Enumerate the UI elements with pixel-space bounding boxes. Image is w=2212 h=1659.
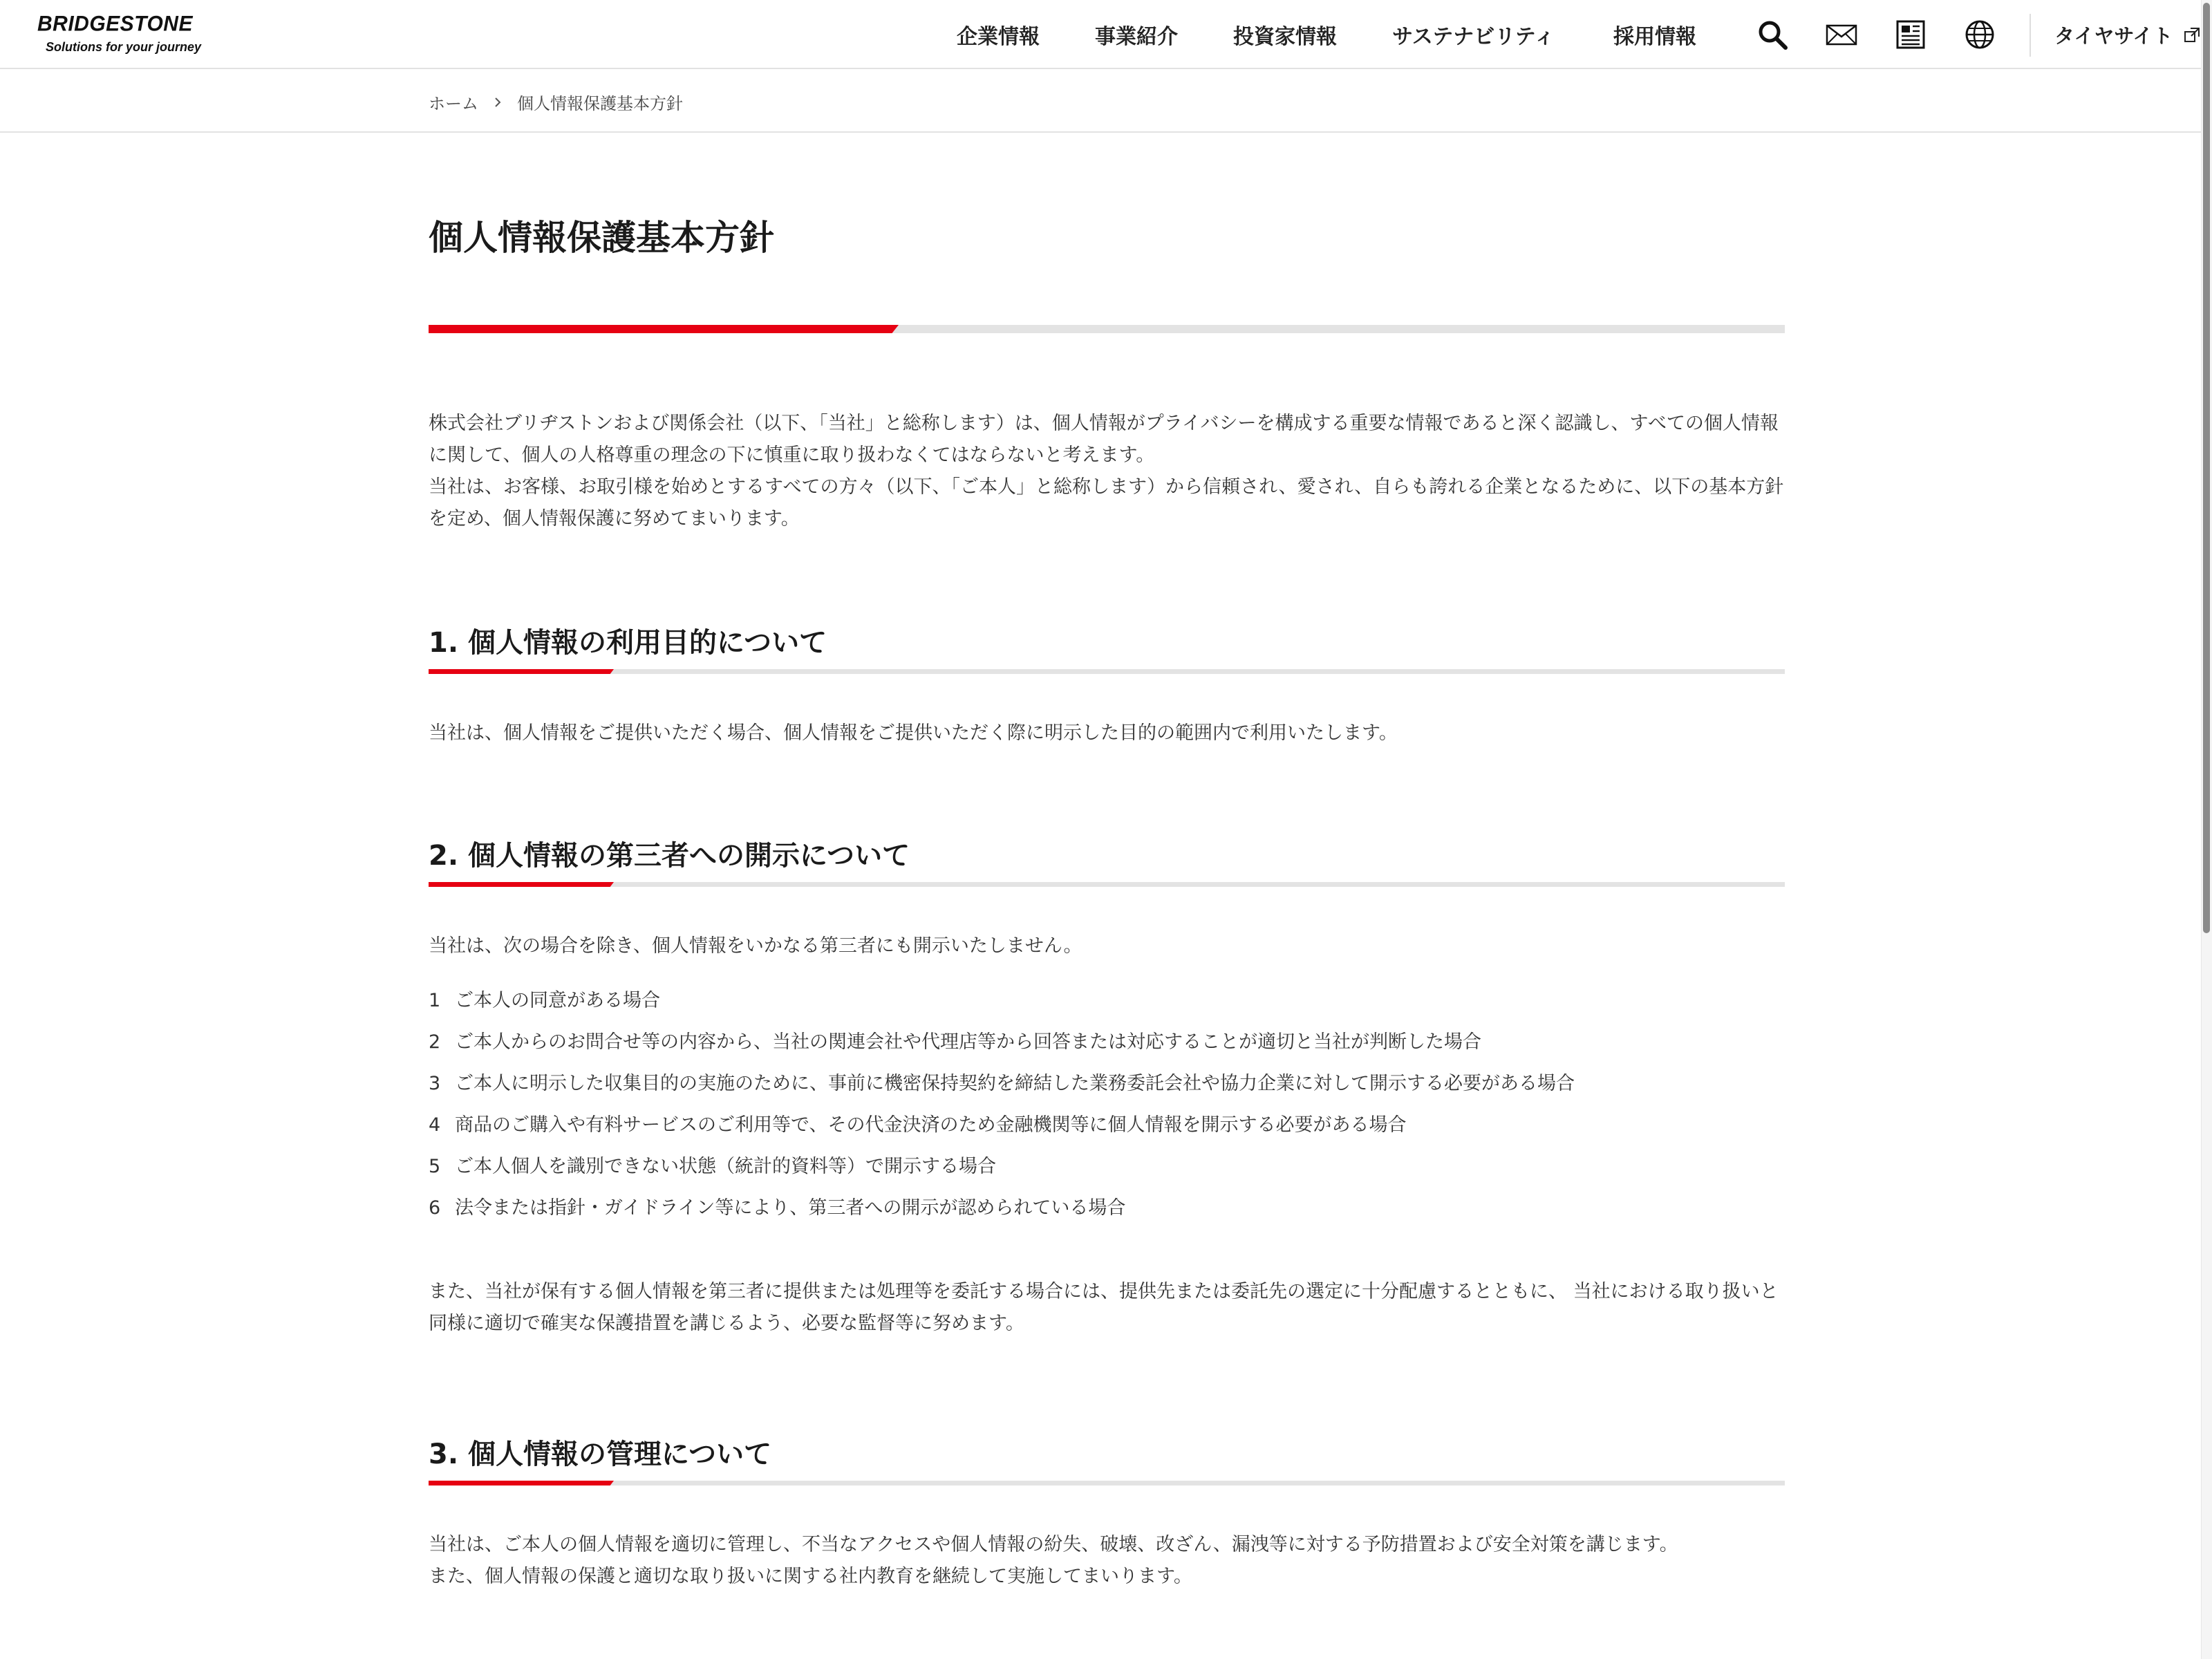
chevron-right-icon xyxy=(494,96,502,109)
search-button[interactable] xyxy=(1754,17,1790,53)
list-item: 6 法令または指針・ガイドライン等により、第三者への開示が認められている場合 xyxy=(429,1197,1126,1219)
section-2-title: 2. 個人情報の第三者への開示について xyxy=(429,840,910,872)
list-item: 3 ご本人に明示した収集目的の実施のために、事前に機密保持契約を締結した業務委託会社や協力企業に対して開示する必要がある場合 xyxy=(429,1073,1575,1094)
page-title: 個人情報保護基本方針 xyxy=(429,218,774,258)
logo-tagline: Solutions for your journey xyxy=(46,40,202,54)
contact-button[interactable] xyxy=(1824,17,1859,53)
mail-icon xyxy=(1826,22,1857,47)
nav-investors[interactable]: 投資家情報 xyxy=(1233,25,1337,49)
intro-paragraph-1: 株式会社ブリヂストンおよび関係会社（以下、「当社」と総称します）は、個人情報がプライバシーを構成する重要な情報であると深く認識し、すべての個人情報に関して、個人の人格尊重の理念の下に慎重に取り扱わなくてはならないと考えます。 xyxy=(429,413,1779,466)
list-item: 5 ご本人個人を識別できない状態（統計的資料等）で開示する場合 xyxy=(429,1156,996,1177)
news-button[interactable] xyxy=(1893,17,1929,53)
language-button[interactable] xyxy=(1962,17,1998,53)
breadcrumb-home[interactable]: ホーム xyxy=(429,94,478,113)
nav-sustainability[interactable]: サステナビリティ xyxy=(1392,25,1555,49)
section-2-body: 当社は、次の場合を除き、個人情報をいかなる第三者にも開示いたしません。 xyxy=(429,935,1082,957)
external-link-icon xyxy=(2184,27,2200,44)
breadcrumb-current: 個人情報保護基本方針 xyxy=(517,94,683,113)
list-item: 1 ご本人の同意がある場合 xyxy=(429,990,660,1011)
section-2-underline xyxy=(429,882,1785,887)
list-item: 4 商品のご購入や有料サービスのご利用等で、その代金決済のため金融機関等に個人情報を開示する必要がある場合 xyxy=(429,1114,1407,1136)
section-1-body: 当社は、個人情報をご提供いただく場合、個人情報をご提供いただく際に明示した目的の範囲内で利用いたします。 xyxy=(429,722,1398,744)
search-icon xyxy=(1756,19,1788,50)
section-2-footer: また、当社が保有する個人情報を第三者に提供または処理等を委託する場合には、提供先または委託先の選定に十分配慮するとともに、 当社における取り扱いと同様に適切で確実な保護措置を講じるよう、必要な監督等に努めます。 xyxy=(429,1281,1779,1334)
tire-site-link[interactable] xyxy=(2054,21,2200,49)
logo-wordmark: BRIDGESTONE xyxy=(37,12,193,36)
list-item: 2 ご本人からのお問合せ等の内容から、当社の関連会社や代理店等から回答または対応することが適切と当社が判断した場合 xyxy=(429,1031,1481,1053)
breadcrumb xyxy=(0,69,2212,133)
scrollbar-thumb[interactable] xyxy=(2203,3,2210,933)
globe-icon xyxy=(1965,19,1995,50)
section-3-title: 3. 個人情報の管理について xyxy=(429,1438,772,1470)
title-underline xyxy=(429,325,1785,333)
section-1-title: 1. 個人情報の利用目的について xyxy=(429,627,827,659)
section-3-body-2: また、個人情報の保護と適切な取り扱いに関する社内教育を継続して実施してまいります。 xyxy=(429,1566,1192,1587)
nav-business[interactable]: 事業紹介 xyxy=(1095,25,1178,49)
bridgestone-logo[interactable] xyxy=(37,12,203,58)
intro-paragraph-2: 当社は、お客様、お取引様を始めとするすべての方々（以下、「ご本人」と総称します）から信頼され、愛され、自らも誇れる企業となるために、以下の基本方針を定め、個人情報保護に努めてまいります。 xyxy=(429,476,1784,529)
tire-site-label: タイヤサイト xyxy=(2054,24,2173,48)
section-1-underline xyxy=(429,669,1785,674)
site-header xyxy=(0,0,2212,69)
news-icon xyxy=(1895,19,1926,50)
nav-corporate[interactable]: 企業情報 xyxy=(957,25,1040,49)
header-divider xyxy=(2030,14,2031,57)
section-3-underline xyxy=(429,1481,1785,1485)
section-3-body: 当社は、ご本人の個人情報を適切に管理し、不当なアクセスや個人情報の紛失、破壊、改ざん、漏洩等に対する予防措置および安全対策を講じます。 xyxy=(429,1534,1678,1555)
disclosure-exceptions-list xyxy=(429,980,1785,1229)
nav-careers[interactable]: 採用情報 xyxy=(1613,25,1696,49)
